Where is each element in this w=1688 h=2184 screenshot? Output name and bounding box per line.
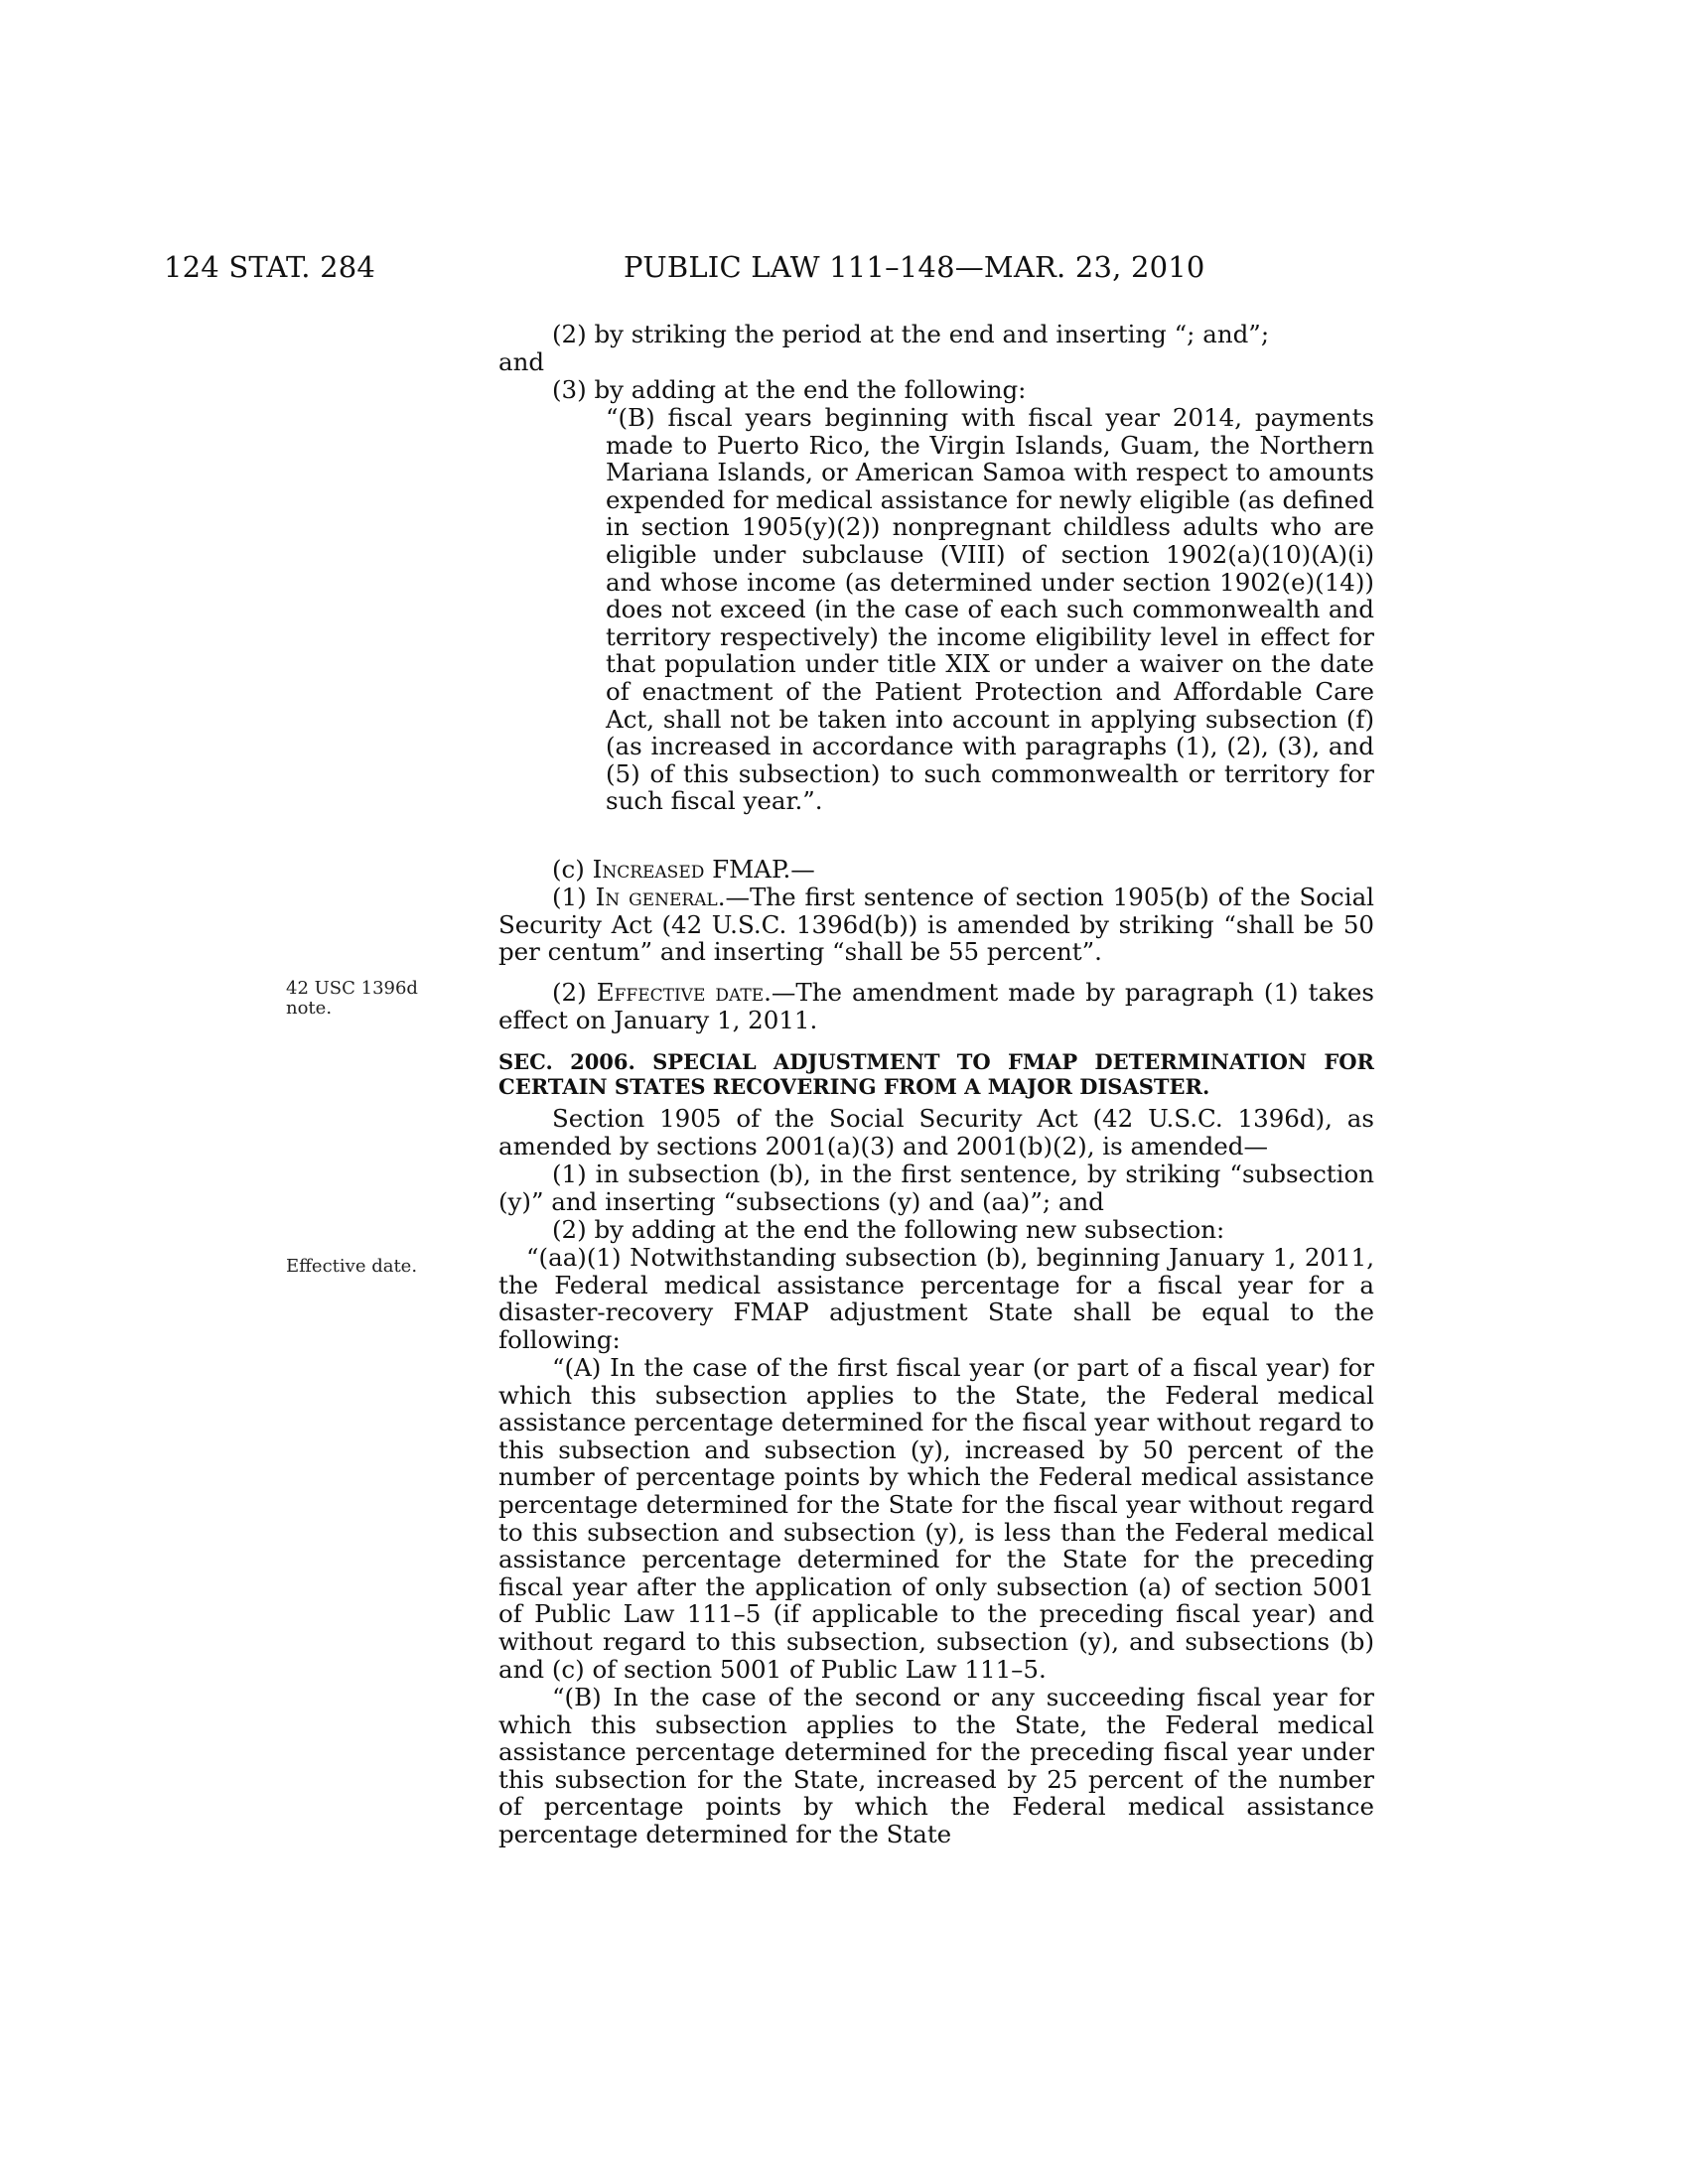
section-2006-heading: SEC. 2006. SPECIAL ADJUSTMENT TO FMAP DETERMINATION FOR CERTAIN STATES RECOVERING FROM A MAJOR DISASTER. — [498, 1049, 1374, 1099]
quoted-paragraph-b — [606, 404, 1374, 815]
subsection-c-label: (c) — [552, 855, 593, 884]
subsection-c-paragraph-2 — [498, 978, 1375, 1034]
subsection-c-heading-sc: Increased — [592, 855, 705, 884]
page-header-title: PUBLIC LAW 111–148—MAR. 23, 2010 — [624, 250, 1205, 284]
margin-note-usc-line2: note. — [286, 998, 333, 1019]
c1-label: (1) — [552, 883, 596, 911]
margin-note-effective-date: Effective date. — [286, 1256, 418, 1277]
subparagraph-a-text: “(A) In the case of the first fiscal year (or part of a fiscal year) for which this subsection applies to the State, the Federal medical assistance percentage determined for the fiscal year without regard to this subsection and subsection (y), increased by 50 percent of the number of percentage points by which the Federal medical assistance percentage determined for the State for the fiscal year without regard to this subsection and subsection (y), is less than the Federal medical assistance percentage determined for the State for the preceding fiscal year after the application of only subsection (a) of section 5001 of Public Law 111–5 (if applicable to the preceding fiscal year) and without regard to this subsection, subsection (y), and subsections (b) and (c) of section 5001 of Public Law 111–5. — [498, 1353, 1374, 1684]
c2-heading: Effective date — [596, 978, 765, 1007]
c1-heading: In general — [595, 883, 718, 911]
subparagraph-b — [498, 1683, 1374, 1848]
amendment-item-3 — [552, 376, 1374, 404]
page-header-stat: 124 STAT. 284 — [164, 250, 376, 284]
subparagraph-a — [498, 1353, 1374, 1684]
c2-label: (2) — [552, 978, 597, 1007]
quoted-paragraph-b-text: “(B) fiscal years beginning with fiscal year 2014, payments made to Puerto Rico, the Virgin Islands, Guam, the Northern Mariana Islands, or American Samoa with respect to amounts expended for medical assistance for newly eligible (as defined in section 1905(y)(2)) nonpregnant childless adults who are eligible under subclause (VIII) of section 1902(a)(10)(A)(i) and whose income (as determined under section 1902(e)(14)) does not exceed (in the case of each such commonwealth and territory respectively) the income eligibility level in effect for that population under title XIX or under a waiver on the date of enactment of the Patient Protection and Affordable Care Act, shall not be taken into account in applying subsection (f) (as increased in accordance with paragraphs (1), (2), (3), and (5) of this subsection) to such commonwealth or territory for such fiscal year.”. — [606, 403, 1374, 816]
section-2006-intro-text: Section 1905 of the Social Security Act (42 U.S.C. 1396d), as amended by sections 2001(a)(3) and 2001(b)(2), is amended— — [498, 1104, 1374, 1160]
margin-note-usc — [286, 979, 418, 1019]
amendment-item-2-text: (2) by striking the period at the end and inserting “; and”; — [552, 320, 1270, 348]
subsection-c-heading-rest: FMAP.— — [704, 855, 815, 884]
section-2006-item-2-text: (2) by adding at the end the following new subsection: — [552, 1215, 1225, 1244]
amendment-item-2-cont — [498, 347, 1374, 376]
subparagraph-b-text: “(B) In the case of the second or any succeeding fiscal year for which this subsection applies to the State, the Federal medical assistance percentage determined for the preceding fiscal year under this subsection for the State, increased by 25 percent of the number of percentage points by which the Federal medical assistance percentage determined for the State — [498, 1683, 1374, 1848]
amendment-item-2-cont-text: and — [498, 347, 545, 376]
margin-note-usc-line1: 42 USC 1396d — [286, 978, 418, 999]
subsection-c-paragraph-1 — [498, 883, 1375, 967]
subsection-aa-1-text: “(aa)(1) Notwithstanding subsection (b), beginning January 1, 2011, the Federal medical assistance percentage for a fiscal year for a disaster-recovery FMAP adjustment State shall be equal to the following: — [498, 1243, 1374, 1354]
subsection-aa-1 — [498, 1244, 1374, 1353]
subsection-c-heading — [552, 856, 1374, 884]
section-2006-item-1 — [498, 1160, 1374, 1215]
amendment-item-2 — [552, 321, 1374, 348]
section-2006-item-2 — [498, 1216, 1374, 1244]
amendment-item-3-text: (3) by adding at the end the following: — [552, 375, 1027, 404]
section-2006-intro — [498, 1105, 1374, 1160]
section-2006-item-1-text: (1) in subsection (b), in the first sentence, by striking “subsection (y)” and inserting “subsections (y) and (aa)”; and — [498, 1160, 1374, 1216]
c2-text: .—The amendment made by paragraph (1) takes effect on January 1, 2011. — [498, 978, 1375, 1034]
c1-text: .—The first sentence of section 1905(b) of the Social Security Act (42 U.S.C. 1396d(b)) is amended by striking “shall be 50 per centum” and inserting “shall be 55 percent”. — [498, 883, 1375, 967]
